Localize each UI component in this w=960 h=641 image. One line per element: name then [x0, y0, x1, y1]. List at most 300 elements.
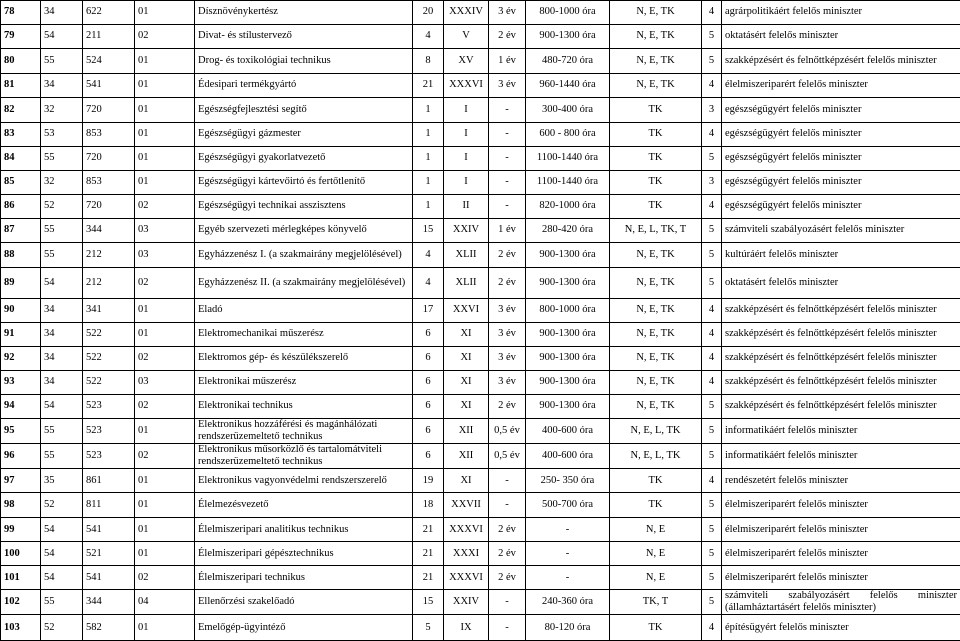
duration-cell: 2 év — [489, 395, 526, 419]
hours-cell: 480-720 óra — [526, 49, 610, 74]
row-number-cell: 81 — [1, 74, 41, 98]
duration-cell: 2 év — [489, 566, 526, 590]
code-cell: 5 — [702, 395, 722, 419]
duration-cell: 2 év — [489, 542, 526, 566]
duration-cell: 2 év — [489, 518, 526, 542]
number-cell: 4 — [413, 243, 444, 268]
row-number-cell: 101 — [1, 566, 41, 590]
table-row — [1, 171, 960, 195]
table-row — [1, 566, 960, 590]
row-number-cell: 83 — [1, 123, 41, 147]
code-part3-cell: 03 — [135, 243, 195, 268]
row-number-cell: 97 — [1, 469, 41, 493]
number-cell: 1 — [413, 195, 444, 219]
code-part3-cell: 02 — [135, 347, 195, 371]
duration-cell: 2 év — [489, 25, 526, 49]
code-part1-cell: 53 — [41, 123, 83, 147]
code-cell: 5 — [702, 25, 722, 49]
code-cell: 5 — [702, 419, 722, 444]
qualification-name-cell: Édesipari termékgyártó — [195, 74, 413, 98]
minister-cell: szakképzésért és felnőttképzésért felelős miniszter — [722, 323, 960, 347]
code-part1-cell: 35 — [41, 469, 83, 493]
form-cell: N, E, TK — [610, 395, 702, 419]
row-number-cell: 94 — [1, 395, 41, 419]
level-cell: XLII — [444, 243, 489, 268]
level-cell: XXVII — [444, 493, 489, 518]
code-part3-cell: 01 — [135, 469, 195, 493]
code-part2-cell: 212 — [83, 243, 135, 268]
level-cell: XI — [444, 469, 489, 493]
form-cell: N, E — [610, 542, 702, 566]
code-part1-cell: 54 — [41, 395, 83, 419]
code-part1-cell: 55 — [41, 147, 83, 171]
minister-cell: élelmiszeriparért felelős miniszter — [722, 542, 960, 566]
form-cell: N, E, L, TK — [610, 444, 702, 469]
form-cell: N, E — [610, 566, 702, 590]
code-cell: 4 — [702, 299, 722, 323]
code-part2-cell: 523 — [83, 419, 135, 444]
hours-cell: - — [526, 566, 610, 590]
hours-cell: 500-700 óra — [526, 493, 610, 518]
minister-cell: kultúráért felelős miniszter — [722, 243, 960, 268]
code-part3-cell: 01 — [135, 615, 195, 641]
qualification-name-cell: Egészségügyi gyakorlatvezető — [195, 147, 413, 171]
code-cell: 4 — [702, 1, 722, 25]
minister-cell: oktatásért felelős miniszter — [722, 268, 960, 299]
code-part2-cell: 341 — [83, 299, 135, 323]
qualification-name-cell: Elektronikai műszerész — [195, 371, 413, 395]
qualification-name-cell: Dísznövénykertész — [195, 1, 413, 25]
code-part1-cell: 52 — [41, 195, 83, 219]
qualification-name-cell: Egyéb szervezeti mérlegképes könyvelő — [195, 219, 413, 243]
code-cell: 4 — [702, 123, 722, 147]
number-cell: 18 — [413, 493, 444, 518]
qualification-name-cell: Élelmiszeripari technikus — [195, 566, 413, 590]
code-part3-cell: 01 — [135, 419, 195, 444]
row-number-cell: 91 — [1, 323, 41, 347]
number-cell: 15 — [413, 219, 444, 243]
minister-cell: szakképzésért és felnőttképzésért felelős miniszter — [722, 49, 960, 74]
level-cell: I — [444, 98, 489, 123]
minister-cell: szakképzésért és felnőttképzésért felelős miniszter — [722, 371, 960, 395]
code-part2-cell: 212 — [83, 268, 135, 299]
code-part2-cell: 861 — [83, 469, 135, 493]
level-cell: XXIV — [444, 219, 489, 243]
form-cell: TK — [610, 123, 702, 147]
table-row — [1, 518, 960, 542]
code-part2-cell: 541 — [83, 74, 135, 98]
minister-cell: egészségügyért felelős miniszter — [722, 147, 960, 171]
hours-cell: 820-1000 óra — [526, 195, 610, 219]
number-cell: 17 — [413, 299, 444, 323]
code-part3-cell: 01 — [135, 542, 195, 566]
hours-cell: 250- 350 óra — [526, 469, 610, 493]
code-part3-cell: 02 — [135, 268, 195, 299]
number-cell: 15 — [413, 590, 444, 615]
code-part2-cell: 720 — [83, 98, 135, 123]
duration-cell: 2 év — [489, 243, 526, 268]
row-number-cell: 88 — [1, 243, 41, 268]
duration-cell: 1 év — [489, 219, 526, 243]
minister-cell: építésügyért felelős miniszter — [722, 615, 960, 641]
row-number-cell: 103 — [1, 615, 41, 641]
code-part2-cell: 524 — [83, 49, 135, 74]
row-number-cell: 82 — [1, 98, 41, 123]
minister-cell: számviteli szabályozásért felelős miniszter — [722, 219, 960, 243]
code-cell: 5 — [702, 590, 722, 615]
code-part3-cell: 02 — [135, 195, 195, 219]
number-cell: 4 — [413, 25, 444, 49]
code-part1-cell: 32 — [41, 171, 83, 195]
row-number-cell: 89 — [1, 268, 41, 299]
code-part1-cell: 54 — [41, 566, 83, 590]
number-cell: 6 — [413, 371, 444, 395]
code-cell: 5 — [702, 542, 722, 566]
duration-cell: 0,5 év — [489, 419, 526, 444]
qualification-name-cell: Élelmiszeripari analitikus technikus — [195, 518, 413, 542]
number-cell: 21 — [413, 566, 444, 590]
qualification-name-cell: Elektronikus hozzáférési és magánhálózati rendszerüzemeltető technikus — [195, 419, 413, 444]
minister-cell: élelmiszeriparért felelős miniszter — [722, 493, 960, 518]
code-part3-cell: 01 — [135, 518, 195, 542]
table-row — [1, 347, 960, 371]
minister-cell: egészségügyért felelős miniszter — [722, 195, 960, 219]
qualification-name-cell: Elektronikus vagyonvédelmi rendszerszerelő — [195, 469, 413, 493]
code-part1-cell: 55 — [41, 219, 83, 243]
minister-cell: élelmiszeriparért felelős miniszter — [722, 566, 960, 590]
number-cell: 5 — [413, 615, 444, 641]
code-part2-cell: 853 — [83, 171, 135, 195]
qualification-name-cell: Elektromos gép- és készülékszerelő — [195, 347, 413, 371]
minister-cell: szakképzésért és felnőttképzésért felelős miniszter — [722, 347, 960, 371]
level-cell: XLII — [444, 268, 489, 299]
table-row — [1, 395, 960, 419]
table-row — [1, 444, 960, 469]
duration-cell: 1 év — [489, 49, 526, 74]
duration-cell: 3 év — [489, 74, 526, 98]
code-part3-cell: 01 — [135, 98, 195, 123]
table-row — [1, 299, 960, 323]
hours-cell: 400-600 óra — [526, 419, 610, 444]
number-cell: 21 — [413, 518, 444, 542]
table-row — [1, 25, 960, 49]
number-cell: 20 — [413, 1, 444, 25]
code-part2-cell: 853 — [83, 123, 135, 147]
form-cell: N, E, TK — [610, 25, 702, 49]
form-cell: N, E, TK — [610, 1, 702, 25]
form-cell: TK — [610, 493, 702, 518]
level-cell: XI — [444, 323, 489, 347]
number-cell: 1 — [413, 147, 444, 171]
duration-cell: 2 év — [489, 268, 526, 299]
form-cell: N, E — [610, 518, 702, 542]
minister-cell: egészségügyért felelős miniszter — [722, 123, 960, 147]
row-number-cell: 86 — [1, 195, 41, 219]
qualification-name-cell: Ellenőrzési szakelőadó — [195, 590, 413, 615]
code-part1-cell: 34 — [41, 323, 83, 347]
code-part3-cell: 01 — [135, 493, 195, 518]
qualification-name-cell: Élelmiszeripari gépésztechnikus — [195, 542, 413, 566]
minister-cell: egészségügyért felelős miniszter — [722, 98, 960, 123]
level-cell: XXXVI — [444, 74, 489, 98]
form-cell: TK — [610, 98, 702, 123]
code-cell: 5 — [702, 147, 722, 171]
code-part2-cell: 811 — [83, 493, 135, 518]
form-cell: TK — [610, 615, 702, 641]
row-number-cell: 85 — [1, 171, 41, 195]
row-number-cell: 80 — [1, 49, 41, 74]
code-cell: 4 — [702, 347, 722, 371]
minister-cell: élelmiszeriparért felelős miniszter — [722, 518, 960, 542]
code-part3-cell: 01 — [135, 1, 195, 25]
code-part3-cell: 02 — [135, 395, 195, 419]
code-cell: 3 — [702, 98, 722, 123]
hours-cell: 900-1300 óra — [526, 268, 610, 299]
level-cell: XII — [444, 419, 489, 444]
qualification-name-cell: Divat- és stílustervező — [195, 25, 413, 49]
code-part1-cell: 55 — [41, 419, 83, 444]
code-part2-cell: 523 — [83, 395, 135, 419]
code-part2-cell: 522 — [83, 371, 135, 395]
code-part3-cell: 03 — [135, 371, 195, 395]
code-part3-cell: 01 — [135, 171, 195, 195]
minister-cell: szakképzésért és felnőttképzésért felelős miniszter — [722, 299, 960, 323]
qualification-name-cell: Élelmezésvezető — [195, 493, 413, 518]
code-cell: 5 — [702, 219, 722, 243]
minister-cell: rendészetért felelős miniszter — [722, 469, 960, 493]
form-cell: N, E, TK — [610, 347, 702, 371]
number-cell: 4 — [413, 268, 444, 299]
minister-cell: élelmiszeriparért felelős miniszter — [722, 74, 960, 98]
form-cell: TK, T — [610, 590, 702, 615]
level-cell: I — [444, 147, 489, 171]
code-part2-cell: 622 — [83, 1, 135, 25]
code-cell: 5 — [702, 566, 722, 590]
level-cell: I — [444, 171, 489, 195]
hours-cell: 900-1300 óra — [526, 395, 610, 419]
duration-cell: - — [489, 469, 526, 493]
code-part3-cell: 01 — [135, 74, 195, 98]
code-part2-cell: 522 — [83, 323, 135, 347]
duration-cell: 3 év — [489, 1, 526, 25]
row-number-cell: 100 — [1, 542, 41, 566]
qualification-name-cell: Egészségfejlesztési segítő — [195, 98, 413, 123]
minister-cell: szakképzésért és felnőttképzésért felelős miniszter — [722, 395, 960, 419]
hours-cell: 240-360 óra — [526, 590, 610, 615]
level-cell: XXXIV — [444, 1, 489, 25]
code-part1-cell: 54 — [41, 542, 83, 566]
number-cell: 8 — [413, 49, 444, 74]
code-part1-cell: 34 — [41, 74, 83, 98]
table-row — [1, 49, 960, 74]
hours-cell: 900-1300 óra — [526, 25, 610, 49]
code-cell: 4 — [702, 371, 722, 395]
row-number-cell: 92 — [1, 347, 41, 371]
code-part2-cell: 541 — [83, 518, 135, 542]
row-number-cell: 96 — [1, 444, 41, 469]
form-cell: N, E, TK — [610, 243, 702, 268]
hours-cell: 400-600 óra — [526, 444, 610, 469]
level-cell: XI — [444, 347, 489, 371]
level-cell: V — [444, 25, 489, 49]
qualification-name-cell: Emelőgép-ügyintéző — [195, 615, 413, 641]
code-part1-cell: 55 — [41, 444, 83, 469]
hours-cell: 900-1300 óra — [526, 371, 610, 395]
duration-cell: 3 év — [489, 371, 526, 395]
code-part1-cell: 34 — [41, 1, 83, 25]
duration-cell: - — [489, 615, 526, 641]
qualification-name-cell: Egészségügyi technikai asszisztens — [195, 195, 413, 219]
code-cell: 4 — [702, 615, 722, 641]
hours-cell: 80-120 óra — [526, 615, 610, 641]
hours-cell: 1100-1440 óra — [526, 171, 610, 195]
code-part3-cell: 03 — [135, 219, 195, 243]
table-row — [1, 98, 960, 123]
code-part2-cell: 522 — [83, 347, 135, 371]
number-cell: 6 — [413, 419, 444, 444]
row-number-cell: 87 — [1, 219, 41, 243]
code-part3-cell: 02 — [135, 25, 195, 49]
level-cell: II — [444, 195, 489, 219]
code-part2-cell: 344 — [83, 590, 135, 615]
duration-cell: 3 év — [489, 323, 526, 347]
duration-cell: - — [489, 147, 526, 171]
table-row — [1, 542, 960, 566]
hours-cell: - — [526, 518, 610, 542]
row-number-cell: 90 — [1, 299, 41, 323]
code-part1-cell: 55 — [41, 590, 83, 615]
code-cell: 5 — [702, 444, 722, 469]
code-part3-cell: 02 — [135, 566, 195, 590]
level-cell: XXIV — [444, 590, 489, 615]
row-number-cell: 84 — [1, 147, 41, 171]
qualification-name-cell: Elektromechanikai műszerész — [195, 323, 413, 347]
number-cell: 6 — [413, 444, 444, 469]
minister-cell: oktatásért felelős miniszter — [722, 25, 960, 49]
duration-cell: - — [489, 123, 526, 147]
code-part3-cell: 01 — [135, 323, 195, 347]
minister-cell: egészségügyért felelős miniszter — [722, 171, 960, 195]
hours-cell: 300-400 óra — [526, 98, 610, 123]
code-cell: 5 — [702, 268, 722, 299]
form-cell: N, E, TK — [610, 49, 702, 74]
qualification-name-cell: Egyházzenész II. (a szakmairány megjelölésével) — [195, 268, 413, 299]
table-row — [1, 419, 960, 444]
minister-cell: informatikáért felelős miniszter — [722, 419, 960, 444]
code-part2-cell: 211 — [83, 25, 135, 49]
code-part1-cell: 34 — [41, 299, 83, 323]
minister-cell: számviteli szabályozásért felelős miniszter (államháztartásért felelős miniszter) — [722, 590, 960, 615]
hours-cell: 280-420 óra — [526, 219, 610, 243]
code-cell: 5 — [702, 243, 722, 268]
code-part2-cell: 344 — [83, 219, 135, 243]
code-part1-cell: 54 — [41, 25, 83, 49]
qualification-name-cell: Drog- és toxikológiai technikus — [195, 49, 413, 74]
form-cell: N, E, L, TK — [610, 419, 702, 444]
level-cell: I — [444, 123, 489, 147]
code-part1-cell: 55 — [41, 243, 83, 268]
code-cell: 4 — [702, 195, 722, 219]
hours-cell: - — [526, 542, 610, 566]
code-part1-cell: 54 — [41, 268, 83, 299]
code-part2-cell: 582 — [83, 615, 135, 641]
code-part2-cell: 523 — [83, 444, 135, 469]
duration-cell: 0,5 év — [489, 444, 526, 469]
form-cell: N, E, L, TK, T — [610, 219, 702, 243]
table-row — [1, 268, 960, 299]
level-cell: XXXVI — [444, 518, 489, 542]
form-cell: N, E, TK — [610, 323, 702, 347]
code-part1-cell: 32 — [41, 98, 83, 123]
number-cell: 1 — [413, 98, 444, 123]
duration-cell: - — [489, 493, 526, 518]
minister-cell: informatikáért felelős miniszter — [722, 444, 960, 469]
code-part1-cell: 55 — [41, 49, 83, 74]
table-row — [1, 243, 960, 268]
code-part2-cell: 541 — [83, 566, 135, 590]
form-cell: TK — [610, 195, 702, 219]
table-row — [1, 147, 960, 171]
table-row — [1, 1, 960, 25]
table-row — [1, 493, 960, 518]
qualification-name-cell: Egyházzenész I. (a szakmairány megjelölésével) — [195, 243, 413, 268]
duration-cell: - — [489, 195, 526, 219]
table-row — [1, 615, 960, 641]
level-cell: XXVI — [444, 299, 489, 323]
number-cell: 21 — [413, 542, 444, 566]
duration-cell: 3 év — [489, 347, 526, 371]
row-number-cell: 99 — [1, 518, 41, 542]
hours-cell: 900-1300 óra — [526, 243, 610, 268]
row-number-cell: 98 — [1, 493, 41, 518]
qualification-name-cell: Eladó — [195, 299, 413, 323]
code-part3-cell: 01 — [135, 147, 195, 171]
qualification-name-cell: Egészségügyi gázmester — [195, 123, 413, 147]
code-part2-cell: 720 — [83, 147, 135, 171]
code-part3-cell: 01 — [135, 299, 195, 323]
table-row — [1, 74, 960, 98]
level-cell: IX — [444, 615, 489, 641]
number-cell: 6 — [413, 323, 444, 347]
qualification-name-cell: Elektronikus műsorközlő és tartalomátviteli rendszerüzemeltető technikus — [195, 444, 413, 469]
code-part3-cell: 04 — [135, 590, 195, 615]
table-row — [1, 195, 960, 219]
hours-cell: 800-1000 óra — [526, 1, 610, 25]
level-cell: XXXI — [444, 542, 489, 566]
table-row — [1, 323, 960, 347]
level-cell: XI — [444, 395, 489, 419]
number-cell: 1 — [413, 171, 444, 195]
code-cell: 3 — [702, 171, 722, 195]
code-part2-cell: 521 — [83, 542, 135, 566]
table-row — [1, 590, 960, 615]
code-part3-cell: 01 — [135, 123, 195, 147]
code-part1-cell: 54 — [41, 518, 83, 542]
hours-cell: 900-1300 óra — [526, 323, 610, 347]
code-part3-cell: 02 — [135, 444, 195, 469]
code-cell: 4 — [702, 323, 722, 347]
hours-cell: 900-1300 óra — [526, 347, 610, 371]
form-cell: TK — [610, 469, 702, 493]
level-cell: XII — [444, 444, 489, 469]
table-row — [1, 219, 960, 243]
number-cell: 6 — [413, 395, 444, 419]
code-part1-cell: 34 — [41, 371, 83, 395]
table-row — [1, 123, 960, 147]
form-cell: N, E, TK — [610, 268, 702, 299]
code-cell: 5 — [702, 518, 722, 542]
level-cell: XI — [444, 371, 489, 395]
